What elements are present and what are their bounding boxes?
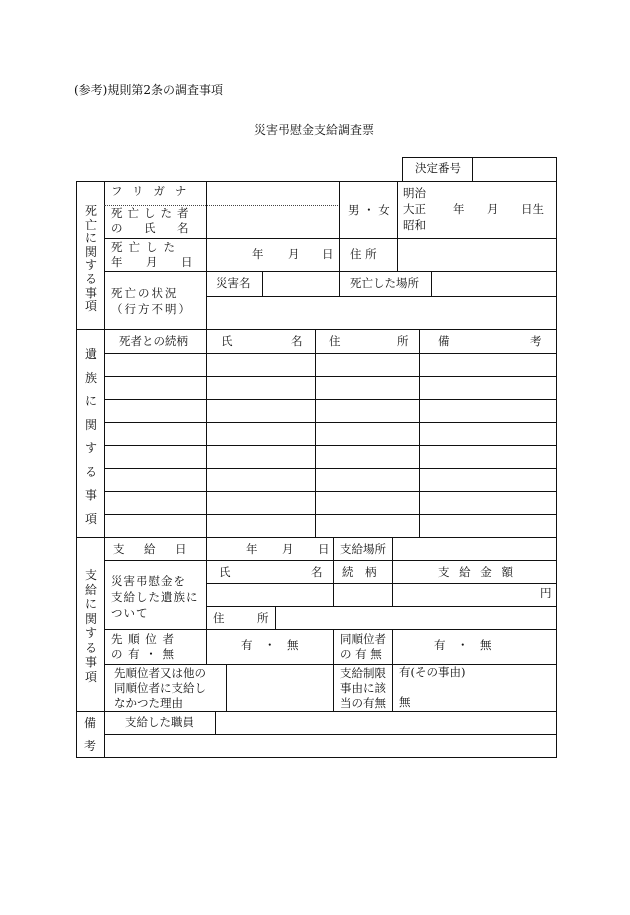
relation-column-header: 死者との続柄 [119,334,188,348]
payment-date-month-unit: 月 [282,542,294,556]
table-row[interactable] [105,423,556,445]
payment-section-label: 支 給 に 関 す る 事 項 [84,568,97,684]
disaster-name-label: 災害名 [216,276,251,290]
death-situation-field[interactable] [208,298,555,328]
table-row[interactable] [105,400,556,422]
reference-note: (参考)規則第2条の調査事項 [74,83,223,97]
priority-person-label: 先 順 位 者 の 有 ・ 無 [111,632,175,661]
death-date-year-unit: 年 [252,247,264,261]
same-rank-label: 同順位者 の 有 無 [340,632,386,661]
payment-date-day-unit: 日 [318,542,330,556]
recipient-relation-field[interactable] [335,585,391,605]
recipient-relation-label: 続 柄 [342,565,377,579]
same-rank-options[interactable]: 有 ・ 無 [434,638,492,652]
death-date-label: 死亡した 年 月 日 [111,240,199,270]
payment-place-field[interactable] [394,539,555,559]
payment-amount-field[interactable] [394,585,534,605]
death-address-label: 住 所 [350,247,377,261]
table-row[interactable] [105,354,556,376]
payment-date-year-unit: 年 [246,542,258,556]
table-row[interactable] [105,377,556,399]
priority-person-options[interactable]: 有 ・ 無 [241,638,299,652]
death-section-label: 死 亡 に 関 す る 事 項 [84,204,97,314]
death-place-field[interactable] [433,273,555,295]
payment-limit-label: 支給制限 事由に該 当の有無 [340,666,386,710]
family-section-label: 遺 族 に 関 す る 事 項 [84,347,97,526]
payment-amount-label: 支 給 金 額 [438,565,516,579]
remarks-field[interactable] [106,736,555,756]
birth-month-unit: 月 [487,202,499,216]
recipient-address-label-1: 住 [213,611,225,625]
recipient-name-label-2: 名 [311,565,323,579]
remarks-section-label-2: 考 [84,739,97,753]
recipient-name-field[interactable] [208,585,332,605]
deceased-name-field[interactable] [208,207,338,237]
death-date-month-unit: 月 [288,247,300,261]
recipient-name-label-1: 氏 [219,565,231,579]
remarks-column-header-1: 備 [438,334,450,348]
decision-number-field[interactable] [474,158,556,180]
remarks-column-header-2: 考 [530,334,542,348]
disaster-name-field[interactable] [264,273,338,295]
recipient-address-label-2: 所 [257,611,269,625]
birth-day-unit: 日生 [521,202,544,216]
recipient-label: 災害弔慰金を 支給した遺族に ついて [111,574,199,620]
birth-year-unit: 年 [453,202,465,216]
remarks-section-label-1: 備 [84,716,97,730]
era-meiji: 明治 [403,186,426,200]
staff-field[interactable] [217,713,555,733]
table-row[interactable] [105,446,556,468]
staff-label: 支給した職員 [125,715,194,729]
deceased-name-label: 死亡した者 の 氏 名 [111,206,194,236]
non-payment-reason-field[interactable] [228,666,332,710]
yen-unit: 円 [540,586,552,600]
address-column-header-1: 住 [329,334,341,348]
furigana-label: フリガナ [111,184,197,198]
sex-options[interactable]: 男 ・ 女 [348,203,390,217]
address-column-header-2: 所 [397,334,409,348]
form-title: 災害弔慰金支給調査票 [254,123,375,137]
death-address-field[interactable] [399,240,555,270]
payment-limit-no[interactable]: 無 [399,695,411,709]
name-column-header-1: 氏 [221,334,233,348]
decision-number-label: 決定番号 [415,161,461,175]
furigana-field[interactable] [208,183,338,204]
era-showa: 昭和 [403,218,426,232]
recipient-address-field[interactable] [277,608,555,628]
non-payment-reason-label: 先順位者又は他の 同順位者に支給し なかつた理由 [114,666,206,710]
era-taisho: 大正 [403,202,426,216]
name-column-header-2: 名 [291,334,303,348]
death-situation-label: 死亡の状況 （行方不明） [111,286,192,317]
payment-date-label: 支 給 日 [113,542,191,556]
payment-place-label: 支給場所 [340,542,386,556]
death-place-label: 死亡した場所 [350,276,419,290]
table-row[interactable] [105,515,556,537]
death-date-day-unit: 日 [322,247,334,261]
table-row[interactable] [105,492,556,514]
payment-limit-yes[interactable]: 有(その事由) [399,665,466,679]
table-row[interactable] [105,469,556,491]
